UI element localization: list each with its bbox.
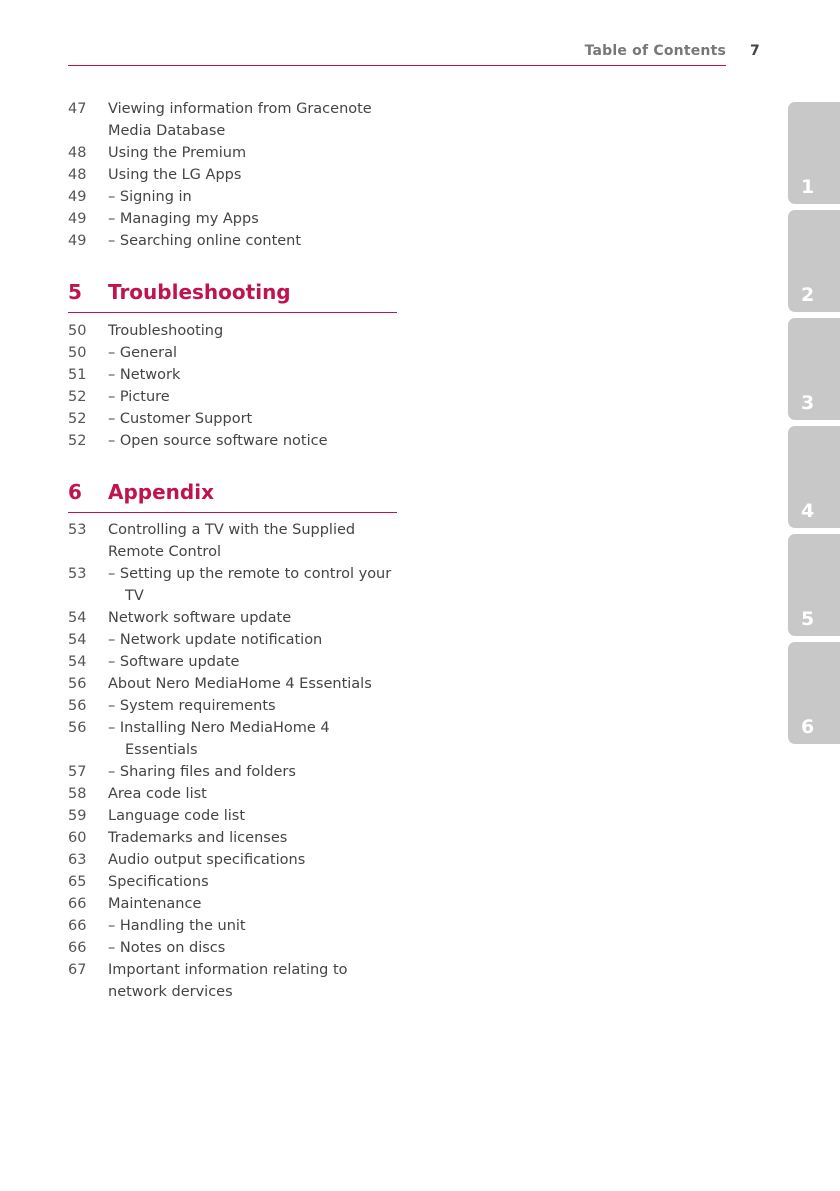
header-title: Table of Contents — [584, 43, 726, 59]
toc-entry[interactable] — [68, 849, 398, 871]
toc-list-appendix — [68, 519, 398, 1003]
toc-entry-title: Network software update — [108, 610, 292, 626]
toc-page-number: 66 — [68, 940, 87, 956]
chapter-tab-label: 2 — [801, 284, 815, 306]
toc-page-number: 59 — [68, 808, 87, 824]
toc-page-number: 66 — [68, 896, 87, 912]
chapter-tab-label: 4 — [801, 500, 815, 522]
toc-entry[interactable] — [68, 805, 398, 827]
toc-page-number: 52 — [68, 433, 87, 449]
toc-entry-title: – Handling the unit — [108, 918, 246, 934]
toc-page-number: 53 — [68, 522, 87, 538]
toc-entry-title: Maintenance — [108, 896, 202, 912]
toc-entry[interactable] — [68, 695, 398, 717]
toc-page-number: 54 — [68, 654, 87, 670]
chapter-tab-label: 1 — [801, 176, 815, 198]
toc-entry-title: Important information relating to network dervices — [108, 962, 348, 1000]
toc-entry[interactable] — [68, 915, 398, 937]
toc-entry[interactable] — [68, 893, 398, 915]
section-heading-appendix — [68, 480, 397, 513]
toc-page-number: 54 — [68, 632, 87, 648]
toc-page-number: 63 — [68, 852, 87, 868]
toc-entry[interactable] — [68, 208, 398, 230]
toc-page-number: 47 — [68, 101, 87, 117]
toc-entry[interactable] — [68, 342, 398, 364]
toc-page-number: 60 — [68, 830, 87, 846]
toc-entry[interactable] — [68, 386, 398, 408]
toc-page-number: 54 — [68, 610, 87, 626]
toc-entry-title: – Software update — [108, 654, 240, 670]
toc-entry[interactable] — [68, 408, 398, 430]
toc-list-chapter-4-continued — [68, 98, 398, 252]
section-number: 6 — [68, 480, 82, 504]
toc-entry-title: Area code list — [108, 786, 207, 802]
toc-entry[interactable] — [68, 320, 398, 342]
toc-entry[interactable] — [68, 783, 398, 805]
toc-entry[interactable] — [68, 937, 398, 959]
toc-entry[interactable] — [68, 164, 398, 186]
toc-entry-title: – Notes on discs — [108, 940, 226, 956]
toc-entry[interactable] — [68, 430, 398, 452]
toc-page-number: 52 — [68, 411, 87, 427]
toc-page-number: 51 — [68, 367, 87, 383]
toc-page-number: 49 — [68, 189, 87, 205]
toc-entry[interactable] — [68, 607, 398, 629]
toc-entry[interactable] — [68, 98, 398, 142]
chapter-tab-label: 3 — [801, 392, 815, 414]
toc-page-number: 50 — [68, 345, 87, 361]
toc-page-number: 49 — [68, 211, 87, 227]
toc-entry-title: – Customer Support — [108, 411, 253, 427]
toc-entry-title: About Nero MediaHome 4 Essentials — [108, 676, 372, 692]
toc-entry-title: Audio output specifications — [108, 852, 306, 868]
toc-entry[interactable] — [68, 629, 398, 651]
toc-entry-title: Troubleshooting — [108, 323, 224, 339]
chapter-tab-5[interactable] — [788, 534, 840, 636]
chapter-tab-label: 5 — [801, 608, 815, 630]
toc-entry[interactable] — [68, 717, 398, 761]
toc-page-number: 49 — [68, 233, 87, 249]
page-number: 7 — [750, 43, 760, 59]
toc-page-number: 52 — [68, 389, 87, 405]
toc-page-number: 56 — [68, 676, 87, 692]
section-title: Appendix — [108, 480, 214, 504]
chapter-tab-6[interactable] — [788, 642, 840, 744]
toc-entry-title: – Network — [108, 367, 181, 383]
toc-entry[interactable] — [68, 827, 398, 849]
toc-entry-title: – Managing my Apps — [108, 211, 259, 227]
toc-entry-title: Using the Premium — [108, 145, 247, 161]
toc-entry-title: Viewing information from Gracenote Media Database — [108, 101, 372, 139]
header-rule — [68, 65, 726, 66]
toc-entry[interactable] — [68, 142, 398, 164]
toc-entry[interactable] — [68, 651, 398, 673]
section-title: Troubleshooting — [108, 280, 291, 304]
toc-entry[interactable] — [68, 186, 398, 208]
toc-entry[interactable] — [68, 230, 398, 252]
toc-entry-title: – General — [108, 345, 178, 361]
toc-page-number: 56 — [68, 720, 87, 736]
toc-entry-title: – Searching online content — [108, 233, 302, 249]
toc-entry-title: Language code list — [108, 808, 246, 824]
toc-page-number: 57 — [68, 764, 87, 780]
toc-entry-title: – System requirements — [108, 698, 276, 714]
toc-entry-title: – Open source software notice — [108, 433, 328, 449]
toc-page-number: 48 — [68, 167, 87, 183]
toc-entry[interactable] — [68, 871, 398, 893]
toc-page-number: 66 — [68, 918, 87, 934]
toc-entry[interactable] — [68, 364, 398, 386]
chapter-tab-1[interactable] — [788, 102, 840, 204]
toc-page-number: 56 — [68, 698, 87, 714]
toc-entry[interactable] — [68, 563, 398, 607]
toc-entry-title: – Setting up the remote to control your TV — [108, 566, 392, 604]
toc-page-number: 50 — [68, 323, 87, 339]
toc-list-troubleshooting — [68, 320, 398, 452]
chapter-tab-3[interactable] — [788, 318, 840, 420]
toc-entry[interactable] — [68, 761, 398, 783]
toc-page-number: 65 — [68, 874, 87, 890]
toc-entry-title: – Installing Nero MediaHome 4 Essentials — [108, 720, 330, 758]
toc-entry-title: Trademarks and licenses — [108, 830, 288, 846]
toc-entry-title: – Signing in — [108, 189, 192, 205]
chapter-tab-4[interactable] — [788, 426, 840, 528]
chapter-tab-2[interactable] — [788, 210, 840, 312]
toc-entry-title: – Sharing files and folders — [108, 764, 296, 780]
toc-entry-title: Specifications — [108, 874, 209, 890]
toc-entry[interactable] — [68, 959, 398, 1003]
toc-entry-title: Using the LG Apps — [108, 167, 242, 183]
toc-page-number: 58 — [68, 786, 87, 802]
toc-entry[interactable] — [68, 673, 398, 695]
toc-entry-title: Controlling a TV with the Supplied Remote Control — [108, 522, 356, 560]
section-number: 5 — [68, 280, 82, 304]
toc-page-number: 67 — [68, 962, 87, 978]
section-heading-troubleshooting — [68, 280, 397, 313]
toc-page-number: 53 — [68, 566, 87, 582]
toc-entry-title: – Picture — [108, 389, 170, 405]
toc-page-number: 48 — [68, 145, 87, 161]
toc-entry-title: – Network update notification — [108, 632, 323, 648]
chapter-tab-label: 6 — [801, 716, 815, 738]
toc-entry[interactable] — [68, 519, 398, 563]
